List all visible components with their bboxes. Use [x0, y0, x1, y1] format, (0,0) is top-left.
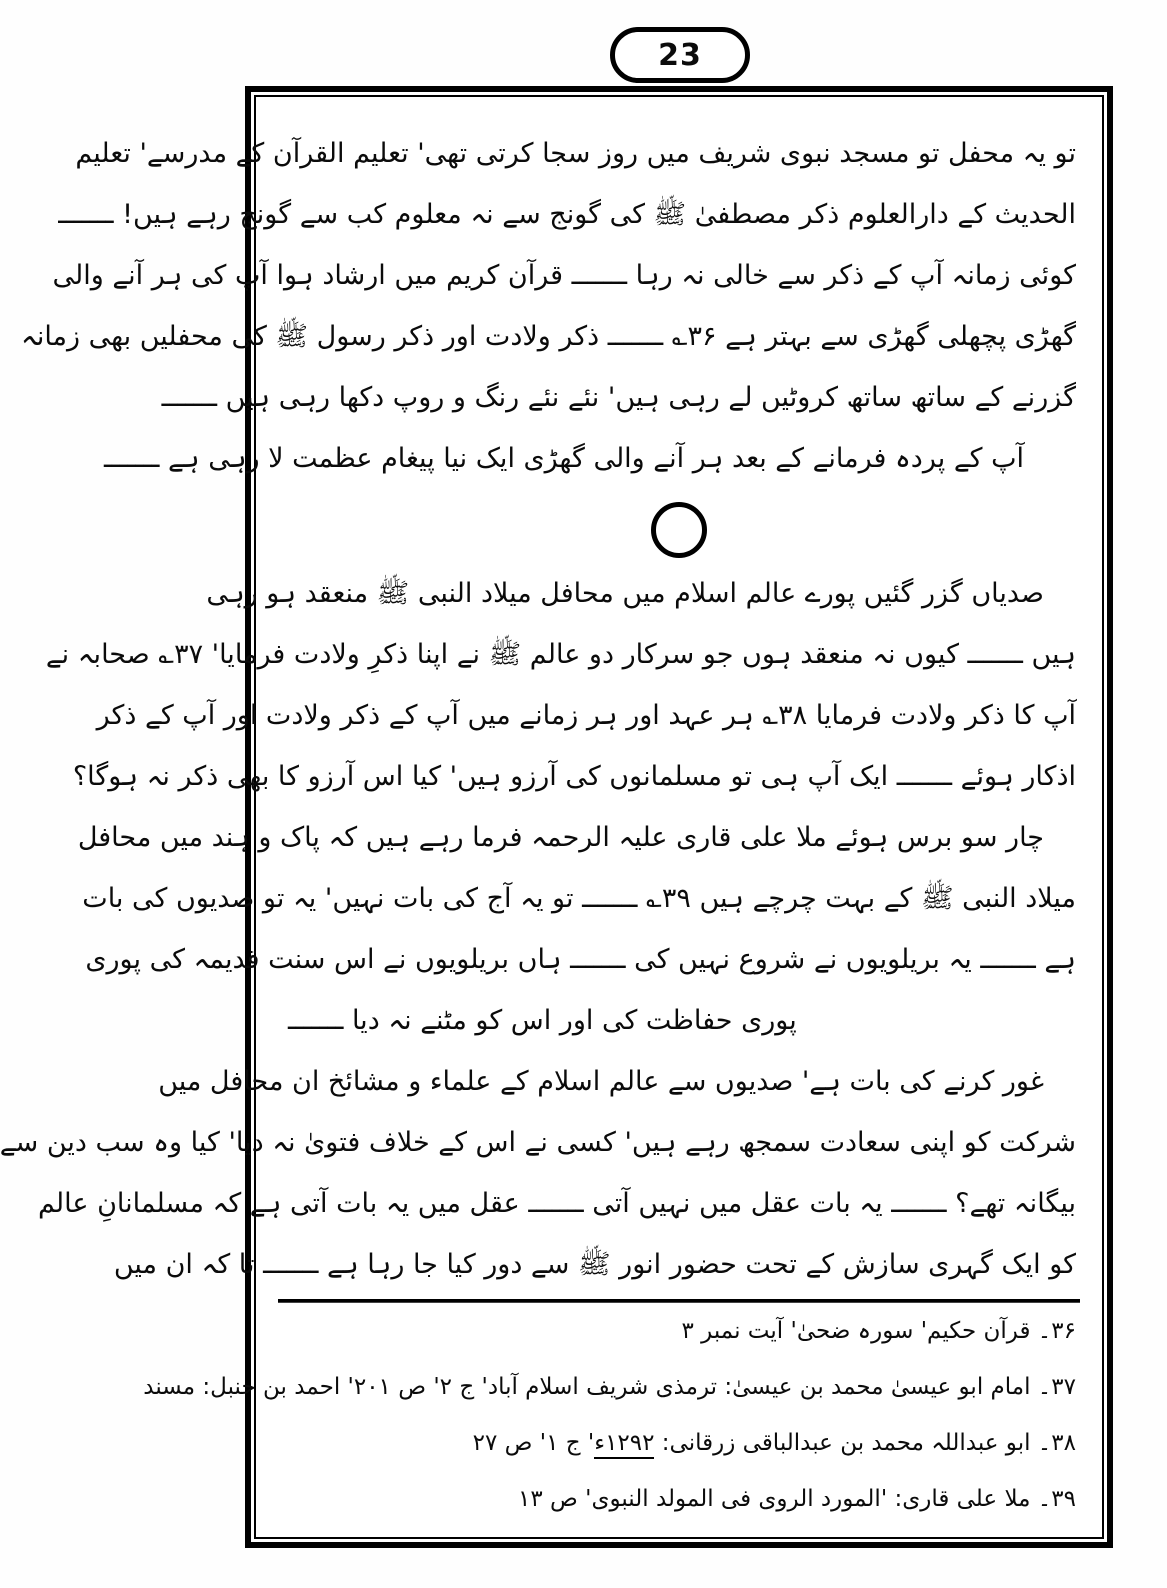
section-divider-circle-icon [651, 502, 707, 558]
body-line: ہے ـــــــ یہ بریلویوں نے شروع نہیں کی ـــــــ ہاں بریلویوں نے اس سنت قدیمہ کی پوری [85, 944, 1076, 975]
page-border-frame [0, 86, 1113, 1548]
body-line: کو ایک گہری سازش کے تحت حضور انور ﷺ سے دور کیا جا رہا ہے ـــــــ تا کہ ان میں [113, 1249, 1076, 1280]
body-line: ہیں ـــــــ کیوں نہ منعقد ہوں جو سرکار دو عالم ﷺ نے اپنا ذکرِ ولادت فرمایا' ۳۷؎ صحابہ نے [45, 639, 1076, 670]
body-line: پوری حفاظت کی اور اس کو مٹنے نہ دیا ـــــــ [288, 1005, 797, 1036]
body-line: اذکار ہوئے ـــــــ ایک آپ ہی تو مسلمانوں کی آرزو ہیں' کیا اس آرزو کا بھی ذکر نہ ہوگا؟ [72, 761, 1076, 792]
footnote-line: ۳۷۔ امام ابو عیسیٰ محمد بن عیسیٰ: ترمذی شریف اسلام آباد' ج ۲' ص ۲۰۱' احمد بن حنبل: مسند [143, 1374, 1076, 1400]
page-number: 23 [658, 37, 702, 73]
body-line: شرکت کو اپنی سعادت سمجھ رہے ہیں' کسی نے اس کے خلاف فتویٰ نہ دیا' کیا وہ سب دین سے [0, 1127, 1076, 1158]
footnote-text: ۳۸۔ ابو عبداللہ محمد بن عبدالباقی زرقانی: [654, 1430, 1076, 1456]
body-line: صدیاں گزر گئیں پورے عالم اسلام میں محافل میلاد النبی ﷺ منعقد ہو رہی [206, 578, 1044, 609]
page-border-frame-inner [0, 95, 1104, 1539]
body-line: کوئی زمانہ آپ کے ذکر سے خالی نہ رہا ـــــــ قرآن کریم میں ارشاد ہوا آپ کی ہر آنے والی [52, 260, 1076, 291]
body-line: چار سو برس ہوئے ملا علی قاری علیہ الرحمہ فرما رہے ہیں کہ پاک و ہند میں محافل [77, 822, 1044, 853]
body-line: تو یہ محفل تو مسجد نبوی شریف میں روز سجا کرتی تھی' تعلیم القرآن کے مدرسے' تعلیم [75, 138, 1076, 169]
footnote-underlined-year: ۱۲۹۲ء [594, 1430, 654, 1459]
body-line: گزرنے کے ساتھ ساتھ کروٹیں لے رہی ہیں' نئے نئے رنگ و روپ دکھا رہی ہیں ـــــــ [161, 382, 1076, 413]
body-line: غور کرنے کی بات ہے' صدیوں سے عالم اسلام کے علماء و مشائخ ان محافل میں [158, 1066, 1044, 1097]
footnote-text: ' ج ۱' ص ۲۷ [472, 1430, 595, 1456]
body-line: الحدیث کے دارالعلوم ذکر مصطفیٰ ﷺ کی گونج سے نہ معلوم کب سے گونج رہے ہیں! ـــــــ [58, 199, 1076, 230]
page-content [0, 97, 1102, 1527]
body-line: گھڑی پچھلی گھڑی سے بہتر ہے ۳۶؎ ـــــــ ذکر ولادت اور ذکر رسول ﷺ کی محفلیں بھی زمانہ [21, 321, 1076, 352]
page-number-badge [610, 27, 750, 83]
footnote-line [282, 1415, 1076, 1471]
footnote-line: ۳۹۔ ملا علی قاری: 'المورد الروی فی المولد النبوی' ص ۱۳ [518, 1486, 1076, 1512]
footnote-line: ۳۶۔ قرآن حکیم' سورہ ضحیٰ' آیت نمبر ۳ [681, 1318, 1076, 1344]
body-line: آپ کے پردہ فرمانے کے بعد ہر آنے والی گھڑی ایک نیا پیغام عظمت لا رہی ہے ـــــــ [104, 443, 1024, 474]
body-line: بیگانہ تھے؟ ـــــــ یہ بات عقل میں نہیں آتی ـــــــ عقل میں یہ بات آتی ہے کہ مسلمانانِ عالم [37, 1188, 1076, 1219]
body-line: آپ کا ذکر ولادت فرمایا ۳۸؎ ہر عہد اور ہر زمانے میں آپ کے ذکر ولادت اور آپ کے ذکر [96, 700, 1076, 731]
body-line: میلاد النبی ﷺ کے بہت چرچے ہیں ۳۹؎ ـــــــ تو یہ آج کی بات نہیں' یہ تو صدیوں کی بات [82, 883, 1076, 914]
